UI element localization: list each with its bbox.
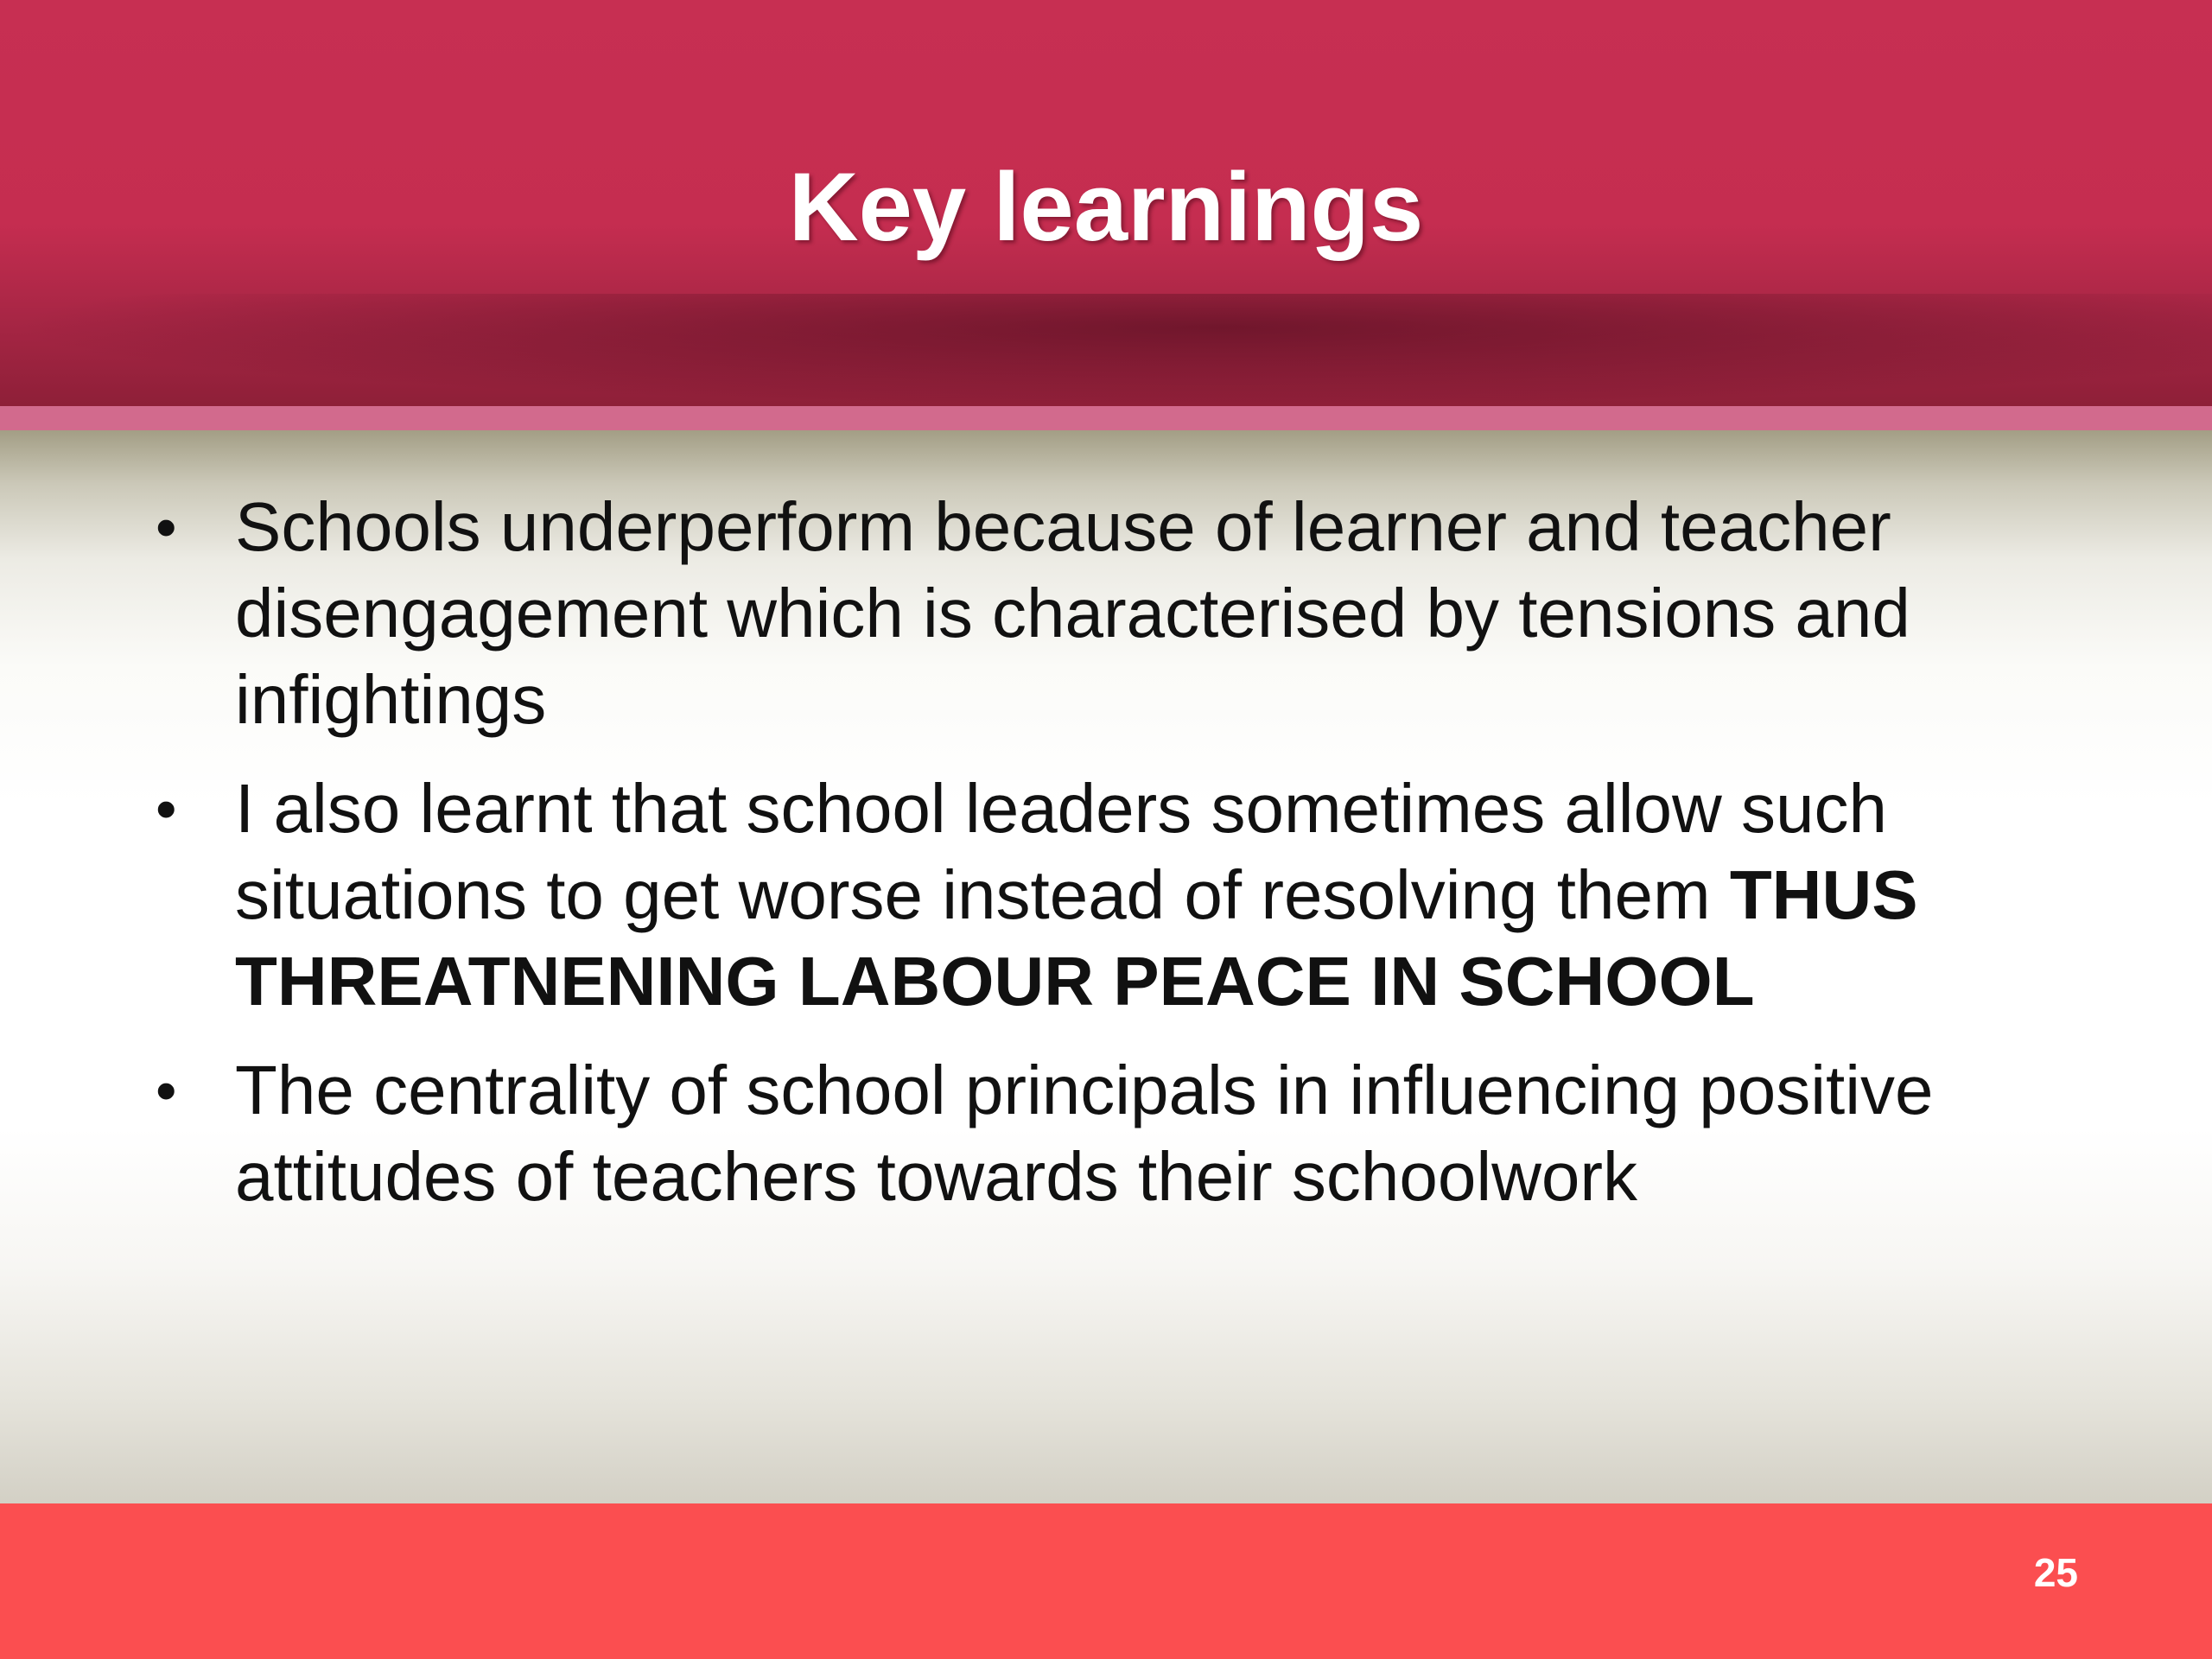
bullet-dot-icon: • <box>156 493 177 561</box>
bullet-dot-icon: • <box>156 1057 177 1124</box>
header-shadow <box>0 294 2212 406</box>
bullet-list <box>149 484 2093 1243</box>
footer-band <box>0 1503 2212 1659</box>
bullet-bold-text: THUS THREATNENING LABOUR PEACE IN SCHOOL <box>235 856 1918 1020</box>
bullet-text: Schools underperform because of learner and teacher disengagement which is characterised by tensions and infightings <box>235 488 1910 738</box>
header-stripe <box>0 406 2212 430</box>
bullet-item <box>149 1047 2093 1220</box>
bullet-dot-icon: • <box>156 775 177 842</box>
slide-title: Key learnings <box>788 153 1424 261</box>
bullet-text: The centrality of school principals in influencing positive attitudes of teachers towards their schoolwork <box>235 1052 1934 1215</box>
bullet-item <box>149 766 2093 1025</box>
bullet-text: I also learnt that school leaders sometimes allow such situations to get worse instead of resolving them <box>235 770 1888 933</box>
bullet-item <box>149 484 2093 743</box>
page-number: 25 <box>2033 1550 2078 1595</box>
